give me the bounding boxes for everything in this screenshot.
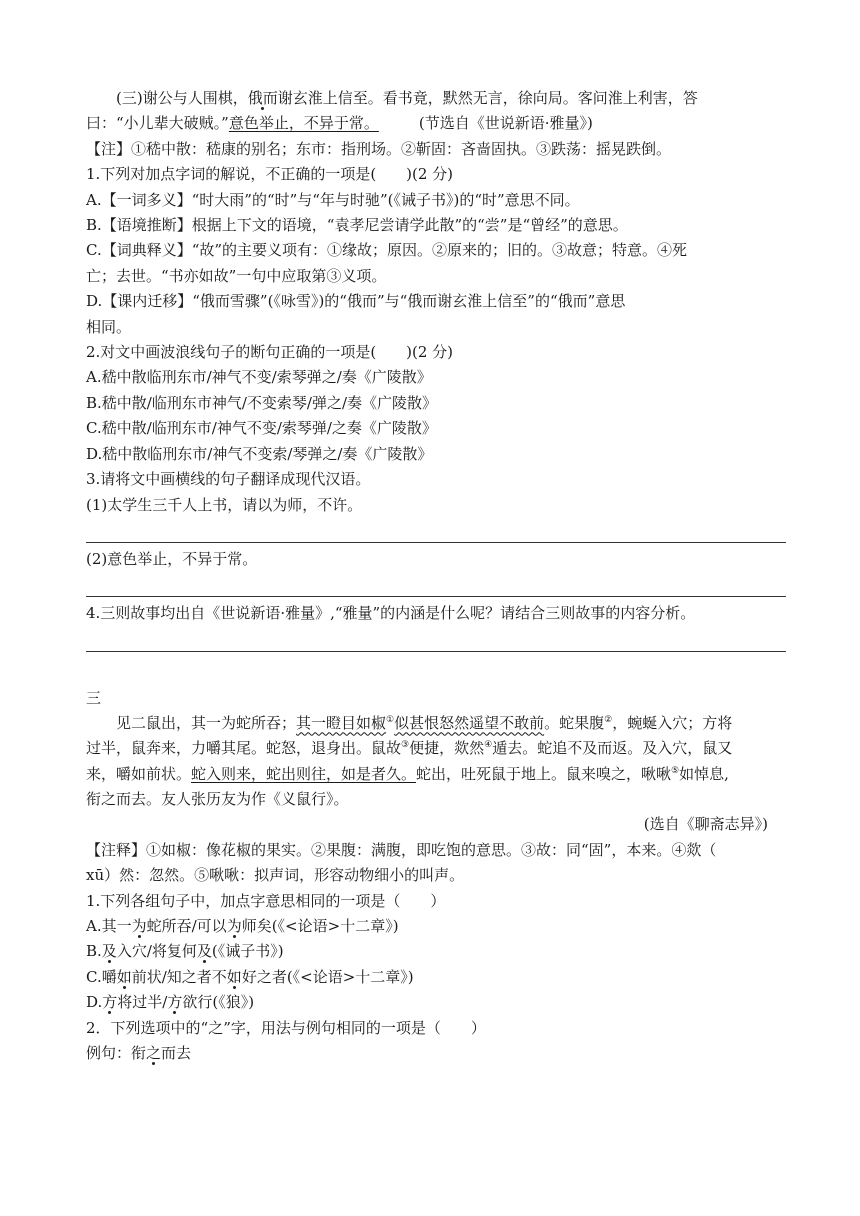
source-note: (节选自《世说新语·雅量》) [418, 114, 593, 133]
passage-line-1: 见二鼠出，其一为蛇所吞；其一瞪目如椒①似甚恨怒然遥望不敢前。蛇果腹②，蜿蜒入穴；方将 [116, 713, 733, 732]
passage-line-2: 过半，鼠奔来，力嚼其尾。蛇怒，退身出。鼠故③便捷，欻然④遁去。蛇追不及而返。及入穴，鼠又 [86, 739, 733, 758]
wavy-sentence: 其一瞪目如椒 [296, 713, 387, 732]
question-1-stem: 1.下列各组句子中，加点字意思相同的一项是（ ） [86, 891, 446, 910]
answer-line[interactable] [86, 518, 786, 543]
option-b: B.【语境推断】根据上下文的语境，“袁孝尼尝请学此散”的“尝”是“曾经”的意思。 [86, 216, 628, 235]
question-2-stem: 2.对文中画波浪线句子的断句正确的一项是( )(2 分) [86, 343, 454, 362]
dotted-word: 俄而 [247, 89, 278, 107]
option-d: D.【课内迁移】“俄而雪骤”(《咏雪》)的“俄而”与“俄而谢玄淮上信至”的“俄而”意思 [86, 292, 626, 311]
question-3-item-2: (2)意色举止，不异于常。 [86, 549, 258, 568]
option-a: A.【一词多义】“时大雨”的“时”与“年与时驰”(《诫子书》)的“时”意思不同。 [86, 190, 580, 209]
option-c-cont: 亡；去世。“书亦如故”一句中应取第③义项。 [86, 266, 387, 285]
passage-3-line-2: 曰：“小儿辈大破贼。”意色举止，不异于常。 (节选自《世说新语·雅量》) [86, 114, 593, 133]
option-d-cont: 相同。 [86, 317, 132, 336]
question-2-stem: 2．下列选项中的“之”字，用法与例句相同的一项是（ ） [86, 1018, 486, 1037]
option-d: D.方将过半/方欲行(《狼》) [86, 993, 255, 1012]
option-d: D.嵇中散临刑东市/神气不变索/琴弹之/奏《广陵散》 [86, 444, 433, 463]
option-c: C.嚼如前状/知之者不如好之者(《<论语>十二章》) [86, 967, 414, 986]
option-c: C.【词典释义】“故”的主要义项有：①缘故；原因。②原来的；旧的。③故意；特意。④死 [86, 241, 688, 260]
example-sentence: 例句：衔之而去 [86, 1044, 192, 1062]
passage-line-3: 来，嚼如前状。蛇入则来，蛇出则往，如是者久。蛇出，吐死鼠于地上。鼠来嗅之，啾啾⑤如悼息, [86, 764, 729, 783]
underlined-sentence: 意色举止，不异于常。 [228, 114, 379, 133]
section-heading: 三 [86, 688, 102, 707]
source-note: (选自《聊斋志异》) [643, 815, 768, 834]
document-page [86, 86, 786, 1066]
answer-line[interactable] [86, 572, 786, 597]
question-4: 4.三则故事均出自《世说新语·雅量》,“雅量”的内涵是什么呢？请结合三则故事的内容分析。 [86, 604, 696, 623]
option-a: A.其一为蛇所吞/可以为师矣(《<论语>十二章》) [86, 916, 399, 935]
question-3-stem: 3.请将文中画横线的句子翻译成现代汉语。 [86, 470, 371, 489]
option-b: B.及入穴/将复何及(《诫子书》) [86, 942, 284, 961]
passage-3-line-1: (三)谢公与人围棋，俄而谢玄淮上信至。看书竟，默然无言，徐向局。客问淮上利害，答 [116, 89, 698, 107]
question-1-stem: 1.下列对加点字词的解说，不正确的一项是( )(2 分) [86, 165, 454, 184]
annotation: 【注】①嵇中散：嵇康的别名；东市：指刑场。②靳固：吝啬固执。③跌荡：摇晃跌倒。 [86, 139, 672, 158]
question-3-item-1: (1)太学生三千人上书，请以为师，不许。 [86, 495, 363, 514]
annotation: 【注释】①如椒：像花椒的果实。②果腹：满腹，即吃饱的意思。③故：同“固”，本来。④欻（ [86, 840, 717, 859]
option-c: C.嵇中散/临刑东市/神气不变/索琴弹/之奏《广陵散》 [86, 419, 437, 438]
option-a: A.嵇中散临刑东市/神气不变/索琴弹之/奏《广陵散》 [86, 368, 432, 387]
underlined-sentence: 蛇入则来，蛇出则往，如是者久。 [191, 764, 417, 783]
annotation-cont: xū）然：忽然。⑤啾啾：拟声词，形容动物细小的叫声。 [86, 866, 465, 885]
passage-line-4: 衔之而去。友人张历友为作《义鼠行》。 [86, 789, 349, 808]
option-b: B.嵇中散/临刑东市神气/不变索琴/弹之/奏《广陵散》 [86, 393, 438, 412]
answer-line[interactable] [86, 627, 786, 652]
